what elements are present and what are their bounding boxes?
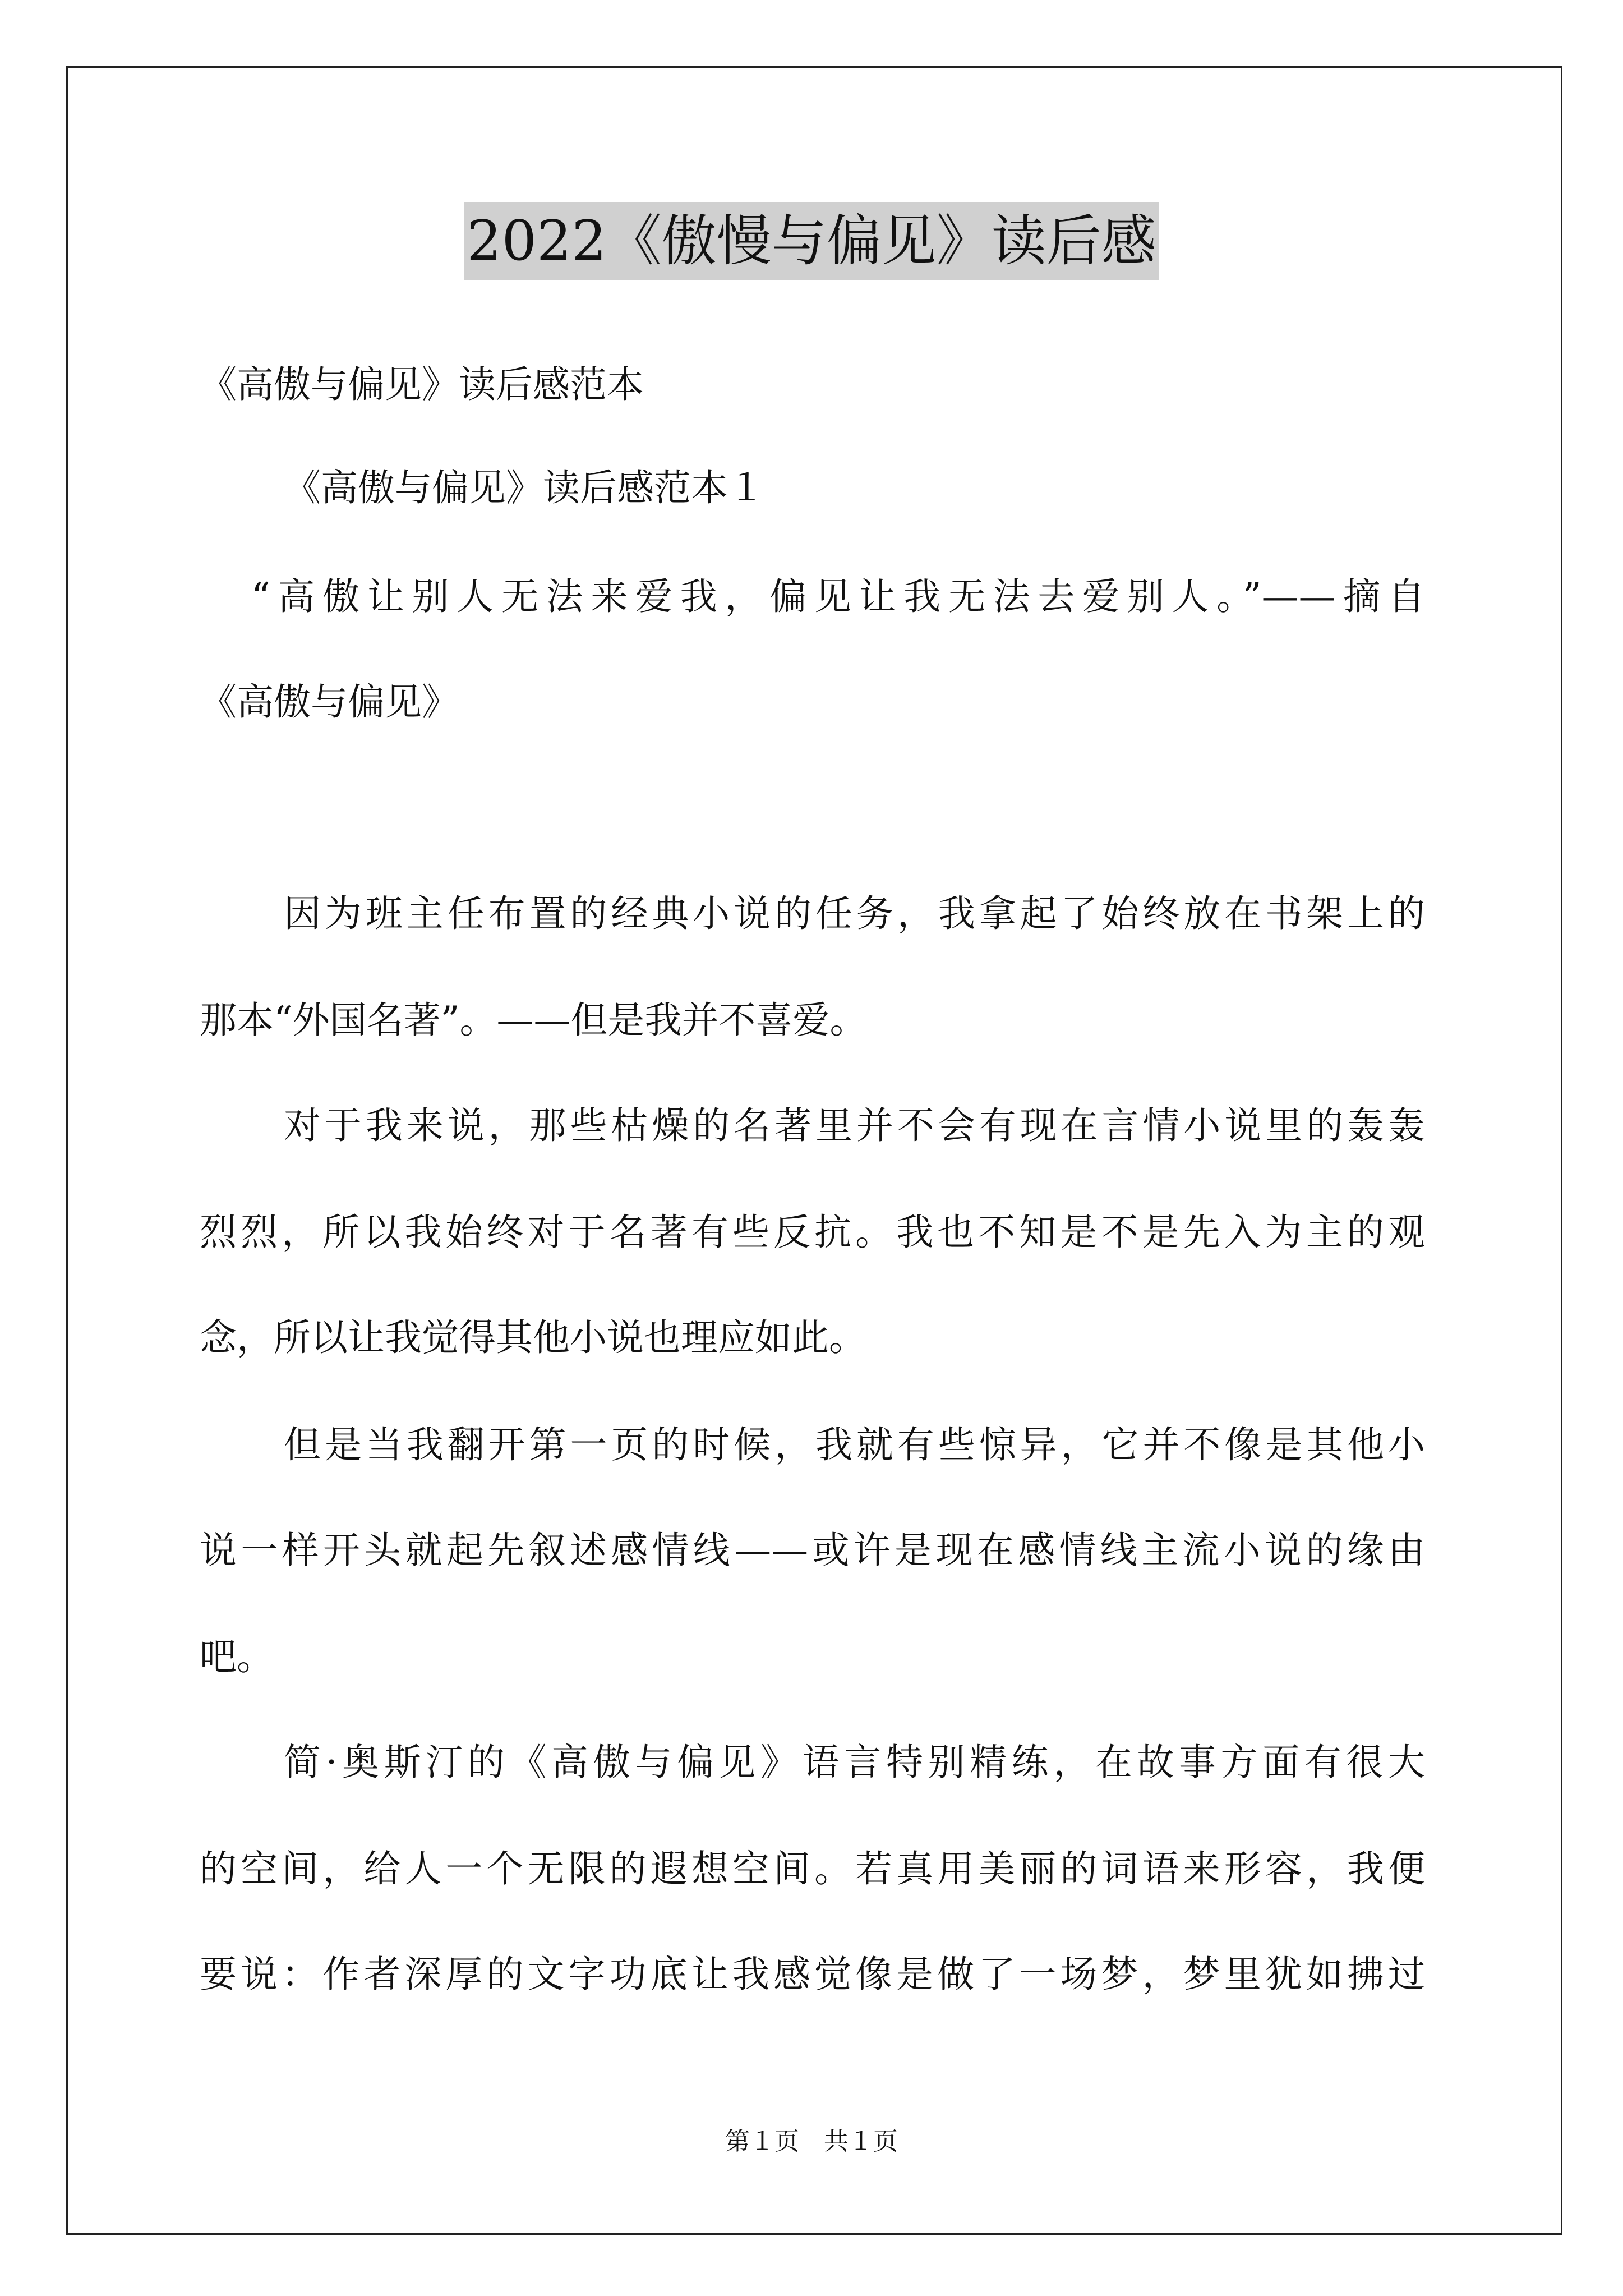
paragraph-3-line-3: 吧。 — [200, 1635, 274, 1678]
paragraph-3-line-1: 但是当我翻开第一页的时候，我就有些惊异，它并不像是其他小 — [284, 1423, 1425, 1466]
quote-line-1: “高傲让别人无法来爱我，偏见让我无法去爱别人。”——摘自 — [251, 575, 1425, 618]
paragraph-1-line-2: 那本“外国名著”。——但是我并不喜爱。 — [200, 999, 867, 1042]
paragraph-2-line-1: 对于我来说，那些枯燥的名著里并不会有现在言情小说里的轰轰 — [284, 1104, 1425, 1147]
paragraph-2-line-2: 烈烈，所以我始终对于名著有些反抗。我也不知是不是先入为主的观 — [200, 1211, 1425, 1254]
paragraph-4-line-2: 的空间，给人一个无限的遐想空间。若真用美丽的词语来形容，我便 — [200, 1847, 1425, 1890]
paragraph-1-line-1: 因为班主任布置的经典小说的任务，我拿起了始终放在书架上的 — [284, 892, 1425, 935]
section-heading-line: 《高傲与偏见》读后感范本１ — [284, 466, 765, 509]
paragraph-2-line-3: 念，所以让我觉得其他小说也理应如此。 — [200, 1316, 866, 1359]
page-footer: 第１页 共１页 — [725, 2127, 898, 2156]
quote-line-2: 《高傲与偏见》 — [200, 680, 459, 724]
subtitle-line: 《高傲与偏见》读后感范本 — [200, 363, 644, 406]
document-title: 2022《傲慢与偏见》读后感 — [464, 202, 1158, 280]
paragraph-3-line-2: 说一样开头就起先叙述感情线——或许是现在感情线主流小说的缘由 — [200, 1529, 1425, 1572]
paragraph-4-line-1: 简·奥斯汀的《高傲与偏见》语言特别精练，在故事方面有很大 — [284, 1741, 1425, 1784]
title-container — [0, 202, 1623, 280]
paragraph-4-line-3: 要说：作者深厚的文字功底让我感觉像是做了一场梦，梦里犹如拂过 — [200, 1953, 1425, 1996]
